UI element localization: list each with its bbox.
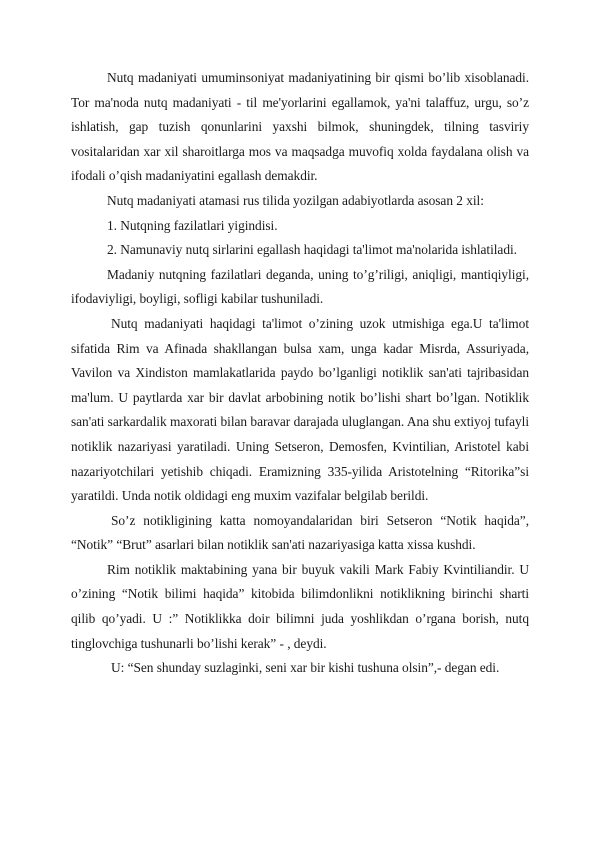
paragraph-kvintilian: Rim notiklik maktabining yana bir buyuk vakili Mark Fabiy Kvintiliandir. U o’zining “Notik bilimi haqida” kitobida bilimdonlikni notiklikning birinchi sharti qilib qo’yadi. U :” Notiklikka doir bilimni juda yoshlikdan o’rgana borish, nutq tinglovchiga tushunarli bo’lishi kerak” - , deydi. (71, 561, 529, 651)
list-item-1: 1. Nutqning fazilatlari yigindisi. (107, 217, 278, 233)
paragraph-intro: Nutq madaniyati umuminsoniyat madaniyatining bir qismi bo’lib xisoblanadi. Tor ma'noda nutq madaniyati - til me'yorlarini egallamok, ya'ni talaffuz, urgu, so’z ishlatish, gap tuzish qonunlarini yaxshi bilmok, shuningdek, tilning tasviriy vositalaridan xar xil sharoitlarga mos va maqsadga muvofiq xolda faydalana olish va ifodali o’qish madaniyatini egallash demakdir. (71, 70, 529, 184)
paragraph-setseron: So’z notikligining katta nomoyandalaridan biri Setseron “Notik haqida”, “Notik” “Brut” asarlari bilan notiklik san'ati nazariyasiga katta xissa kushdi. (71, 512, 529, 553)
paragraph-history: Nutq madaniyati haqidagi ta'limot o’zining uzok utmishiga ega.U ta'limot sifatida Rim va Afinada shakllangan bulsa xam, unga kadar Misrda, Assuriyada, Vavilon va Xindiston mamlakatlarida paydo bo’lganligi notiklik san'ati tajribasidan ma'lum. U paytlarda xar bir davlat arbobining notik bo’lishi shart bo’lgan. Notiklik san'ati sarkardalik maxorati bilan baravar darajada uluglangan. Ana shu extiyoj tufayli notiklik nazariyasi yaratiladi. Uning Setseron, Demosfen, Kvintilian, Aristotel kabi nazariyotchilari yetishib chiqadi. Eramizning 335-yilida Aristotelning “Ritorika”si yaratildi. Unda notik oldidagi eng muxim vazifalar belgilab berildi. (71, 315, 529, 504)
paragraph-quote: U: “Sen shunday suzlaginki, seni xar bir kishi tushuna olsin”,- degan edi. (111, 660, 500, 676)
paragraph-qualities: Madaniy nutqning fazilatlari deganda, uning to’g’riligi, aniqligi, mantiqiyligi, ifodaviyligi, boyligi, sofligi kabilar tushuniladi. (71, 266, 529, 307)
list-item-2: 2. Namunaviy nutq sirlarini egallash haqidagi ta'limot ma'nolarida ishlatiladi. (107, 242, 517, 258)
paragraph-term-meanings: Nutq madaniyati atamasi rus tilida yozilgan adabiyotlarda asosan 2 xil: (107, 192, 484, 208)
